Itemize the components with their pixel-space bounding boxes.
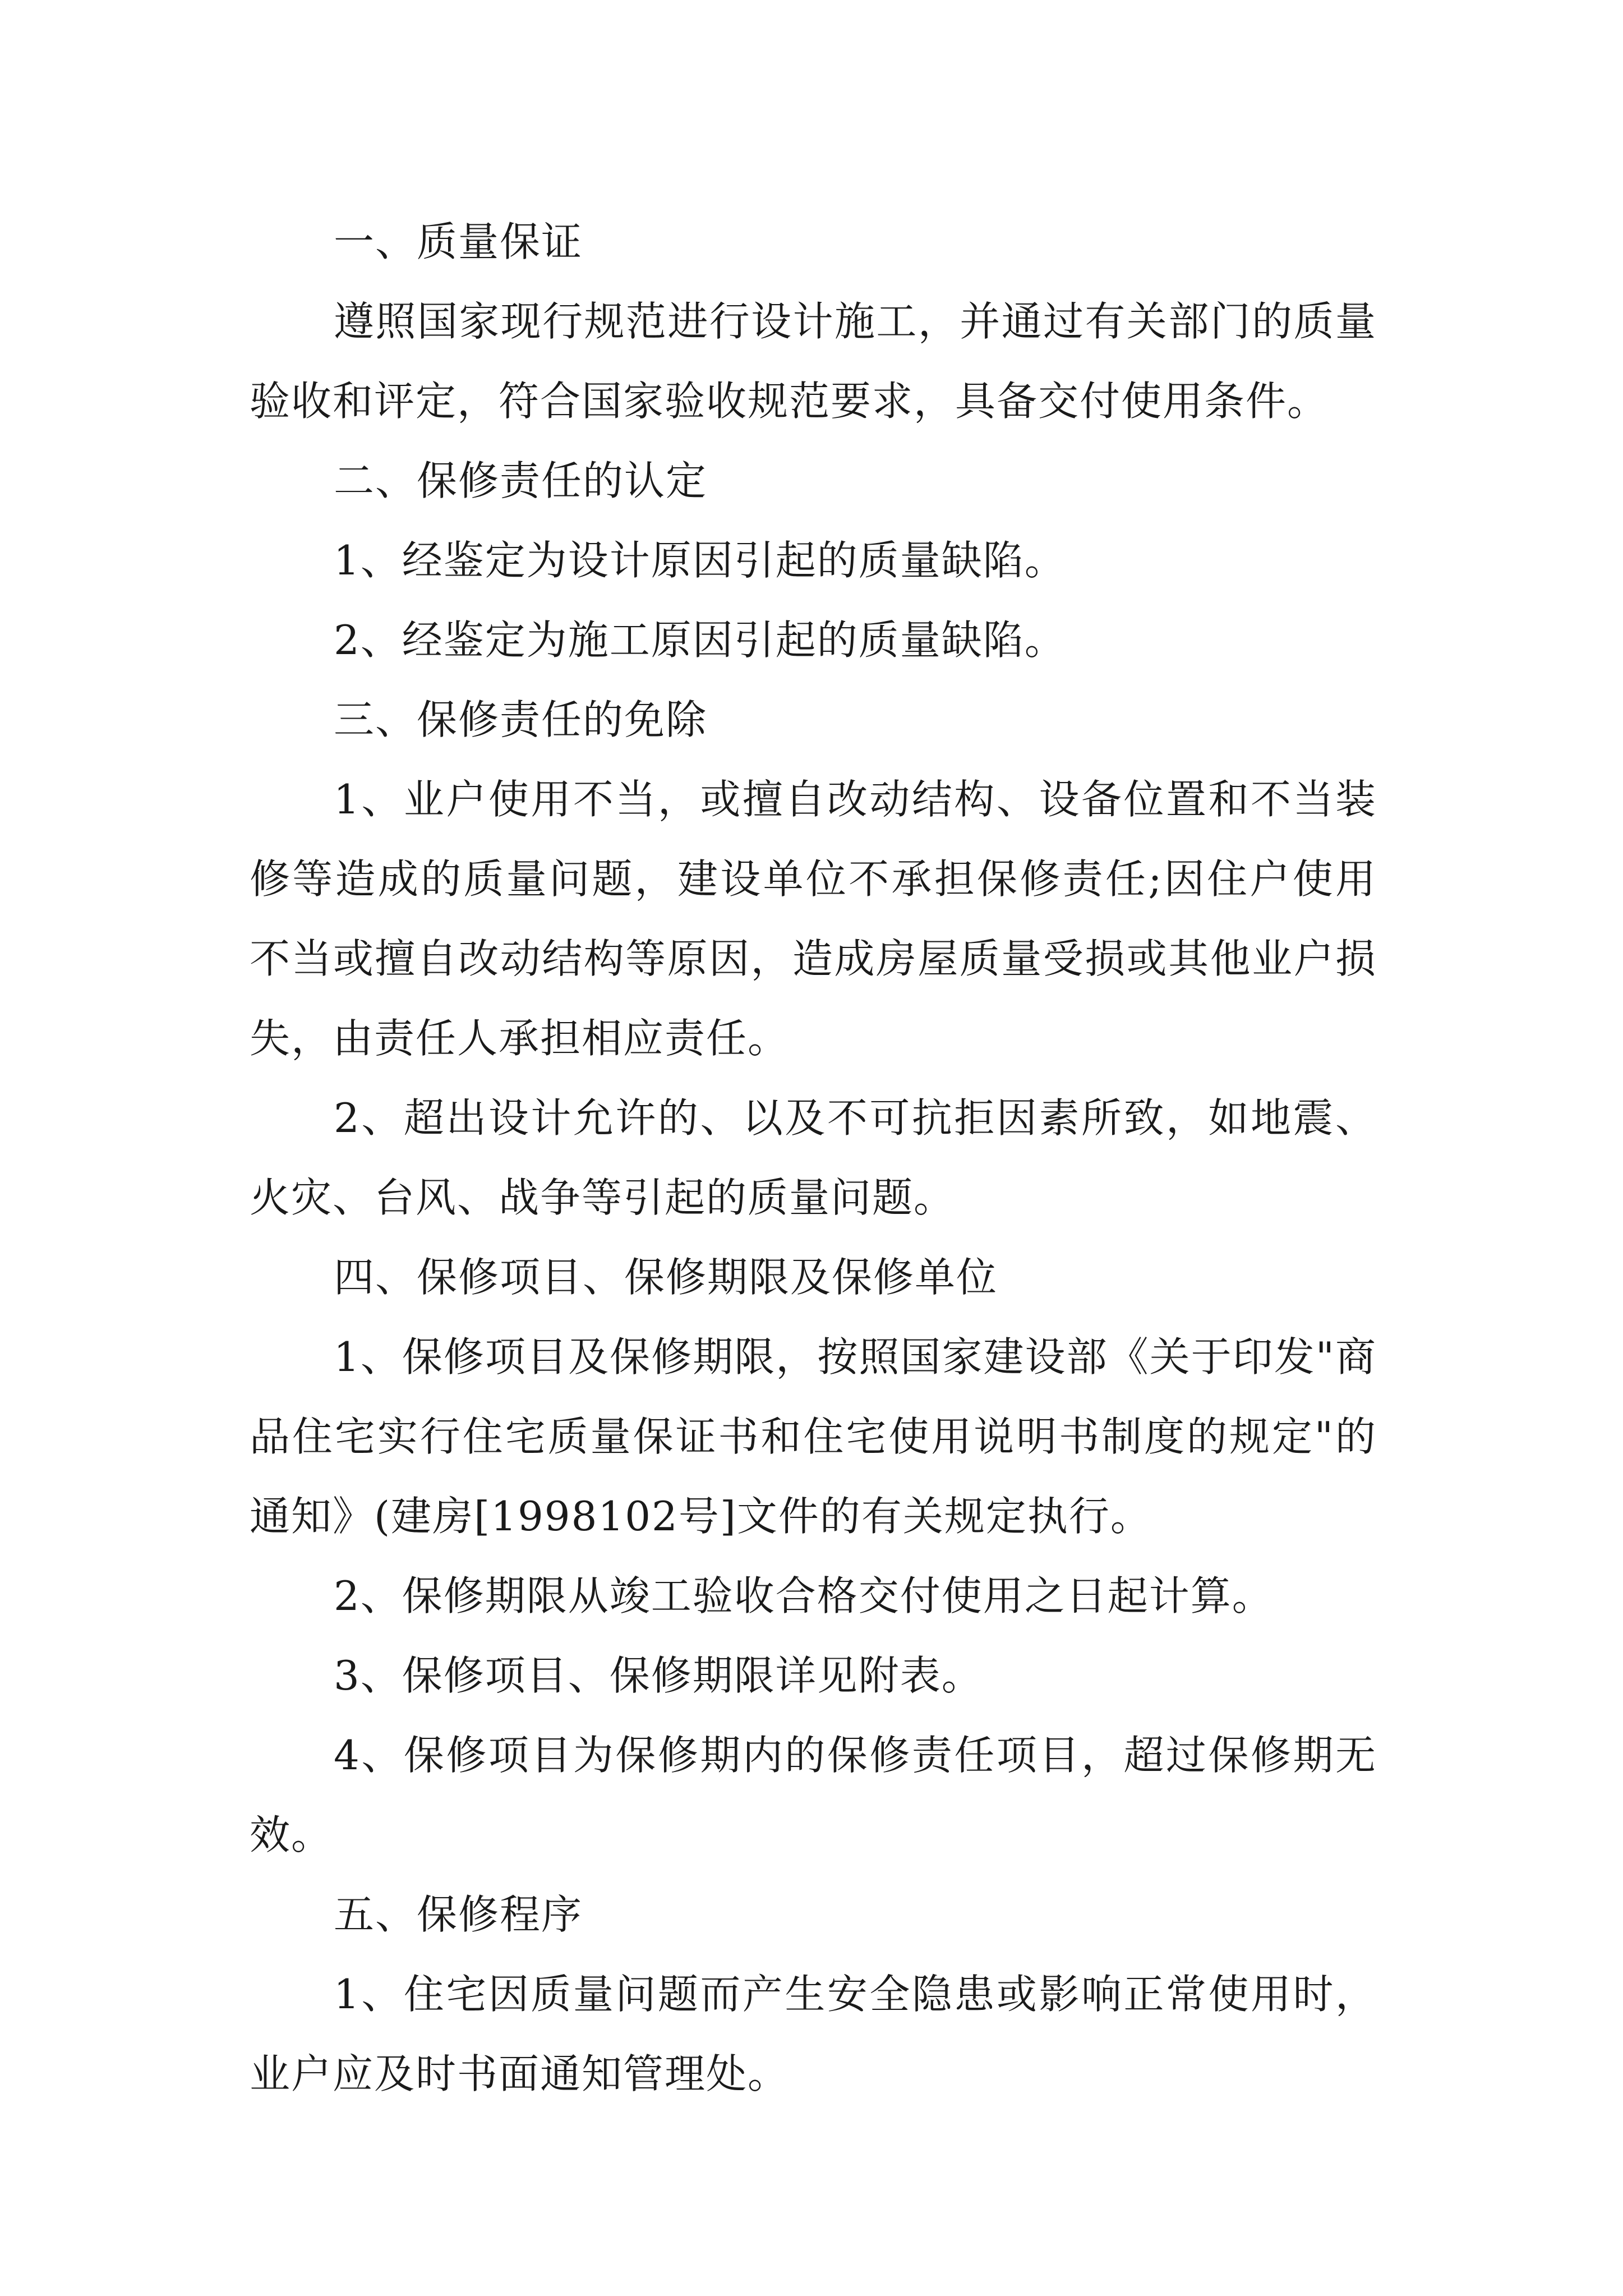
section-heading-quality-guarantee: 一、质量保证 [334, 218, 583, 265]
paragraph-items-appendix: 3、保修项目、保修期限详见附表。 [334, 1652, 983, 1699]
section-heading-liability-exemption: 三、保修责任的免除 [334, 696, 708, 743]
document-page [250, 202, 1377, 2114]
paragraph-quality-guarantee: 遵照国家现行规范进行设计施工，并通过有关部门的质量验收和评定，符合国家验收规范要求，具备交付使用条件。 [250, 298, 1377, 425]
paragraph-items-period-start: 2、保修期限从竣工验收合格交付使用之日起计算。 [334, 1572, 1274, 1619]
section-heading-warranty-liability: 二、保修责任的认定 [334, 457, 708, 504]
paragraph-liability-design-defect: 1、经鉴定为设计原因引起的质量缺陷。 [334, 537, 1066, 584]
paragraph-exemption-force-majeure: 2、超出设计允许的、以及不可抗拒因素所致，如地震、火灾、台风、战争等引起的质量问题。 [250, 1094, 1377, 1221]
paragraph-liability-construction-defect: 2、经鉴定为施工原因引起的质量缺陷。 [334, 616, 1066, 664]
paragraph-procedure-notify: 1、住宅因质量问题而产生安全隐患或影响正常使用时，业户应及时书面通知管理处。 [250, 1971, 1377, 2097]
section-heading-warranty-procedure: 五、保修程序 [334, 1891, 583, 1938]
paragraph-exemption-improper-use: 1、业户使用不当，或擅自改动结构、设备位置和不当装修等造成的质量问题，建设单位不承担保修责任;因住户使用不当或擅自改动结构等原因，造成房屋质量受损或其他业户损失，由责任人承担相应责任。 [250, 776, 1377, 1062]
paragraph-items-expiry: 4、保修项目为保修期内的保修责任项目，超过保修期无效。 [250, 1732, 1377, 1858]
paragraph-items-regulation: 1、保修项目及保修期限，按照国家建设部《关于印发"商品住宅实行住宅质量保证书和住宅使用说明书制度的规定"的通知》(建房[1998102号]文件的有关规定执行。 [250, 1333, 1377, 1540]
section-heading-warranty-items: 四、保修项目、保修期限及保修单位 [334, 1254, 998, 1301]
